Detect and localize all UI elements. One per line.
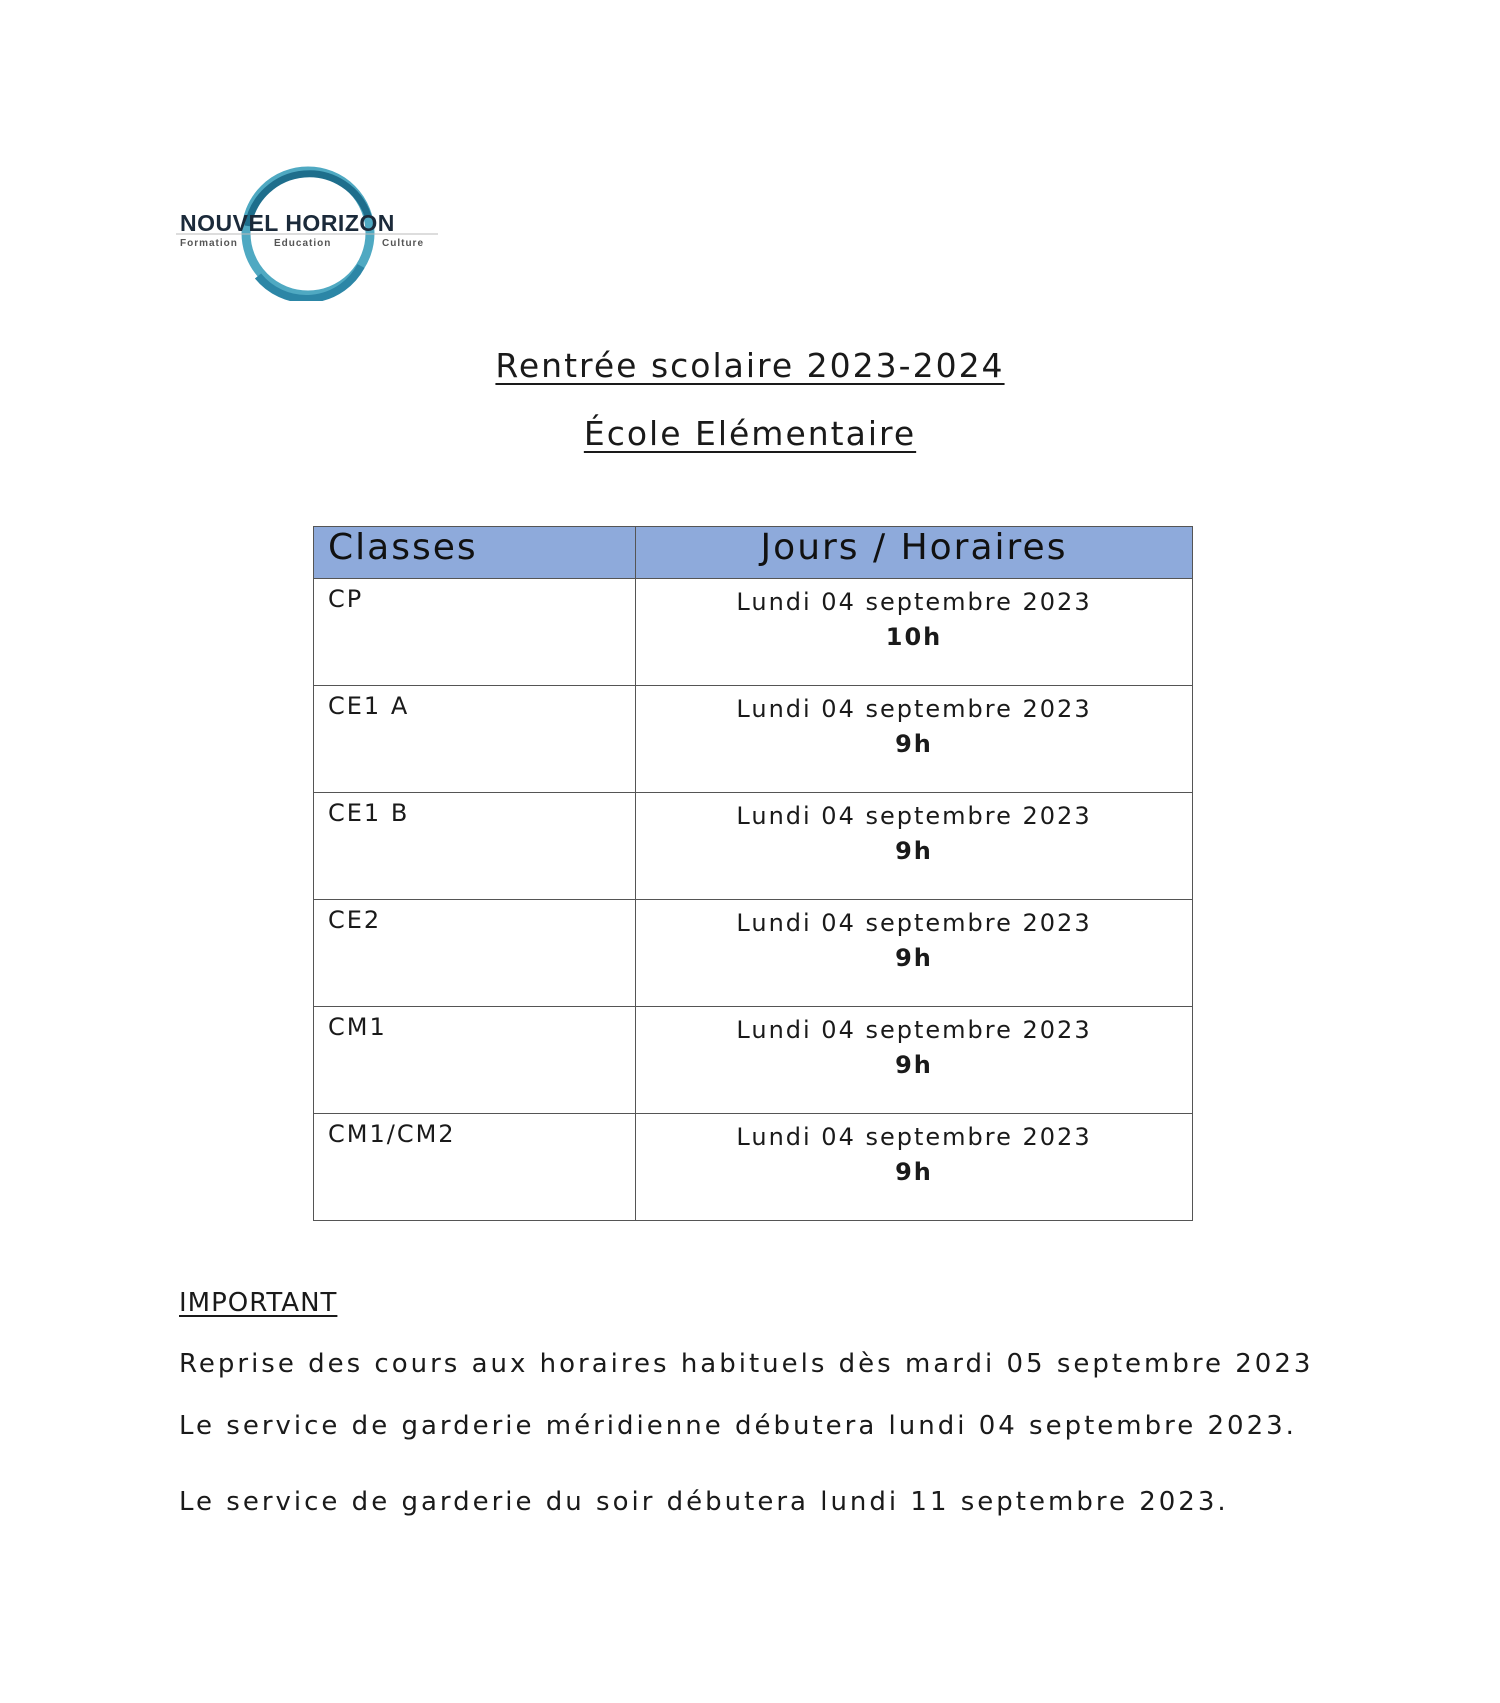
- table-row: [314, 1114, 1193, 1221]
- class-cell: CE1 A: [314, 686, 636, 793]
- note-garderie-meridienne: Le service de garderie méridienne débutera lundi 04 septembre 2023.: [179, 1411, 1297, 1441]
- schedule-hour: 9h: [895, 837, 933, 865]
- schedule-date: Lundi 04 septembre 2023: [736, 909, 1092, 937]
- table-row: [314, 686, 1193, 793]
- class-cell: CP: [314, 579, 636, 686]
- schedule-cell: [636, 686, 1193, 793]
- table-row: [314, 793, 1193, 900]
- schedule-date: Lundi 04 septembre 2023: [736, 802, 1092, 830]
- page-subtitle: École Elémentaire: [583, 414, 917, 453]
- schedule-date: Lundi 04 septembre 2023: [736, 695, 1092, 723]
- class-cell: CE1 B: [314, 793, 636, 900]
- logo-tagline-formation: Formation: [180, 238, 238, 249]
- table-row: [314, 579, 1193, 686]
- column-header-jours-horaires: Jours / Horaires: [636, 527, 1193, 579]
- logo-tagline-education: Education: [274, 238, 332, 249]
- logo-tagline-culture: Culture: [382, 238, 424, 249]
- schedule-date: Lundi 04 septembre 2023: [736, 588, 1092, 616]
- schedule-hour: 10h: [885, 623, 943, 651]
- class-cell: CM1: [314, 1007, 636, 1114]
- schedule-cell: [636, 579, 1193, 686]
- schedule-hour: 9h: [895, 944, 933, 972]
- schedule-table: [313, 526, 1193, 1221]
- note-reprise-cours: Reprise des cours aux horaires habituels dès mardi 05 septembre 2023: [179, 1349, 1314, 1379]
- schedule-cell: [636, 1114, 1193, 1221]
- column-header-classes: Classes: [314, 527, 636, 579]
- class-cell: CE2: [314, 900, 636, 1007]
- important-heading: IMPORTANT: [179, 1288, 338, 1318]
- table-row: [314, 900, 1193, 1007]
- schedule-cell: [636, 900, 1193, 1007]
- schedule-cell: [636, 793, 1193, 900]
- schedule-cell: [636, 1007, 1193, 1114]
- logo-name: NOUVEL HORIZON: [180, 210, 395, 236]
- schedule-date: Lundi 04 septembre 2023: [736, 1016, 1092, 1044]
- schedule-hour: 9h: [895, 1158, 933, 1186]
- note-garderie-soir: Le service de garderie du soir débutera lundi 11 septembre 2023.: [179, 1487, 1229, 1517]
- schedule-hour: 9h: [895, 1051, 933, 1079]
- table-header-row: [314, 527, 1193, 579]
- page-title: Rentrée scolaire 2023-2024: [495, 346, 1005, 385]
- school-logo: [176, 166, 438, 301]
- class-cell: CM1/CM2: [314, 1114, 636, 1221]
- table-row: [314, 1007, 1193, 1114]
- schedule-hour: 9h: [895, 730, 933, 758]
- schedule-date: Lundi 04 septembre 2023: [736, 1123, 1092, 1151]
